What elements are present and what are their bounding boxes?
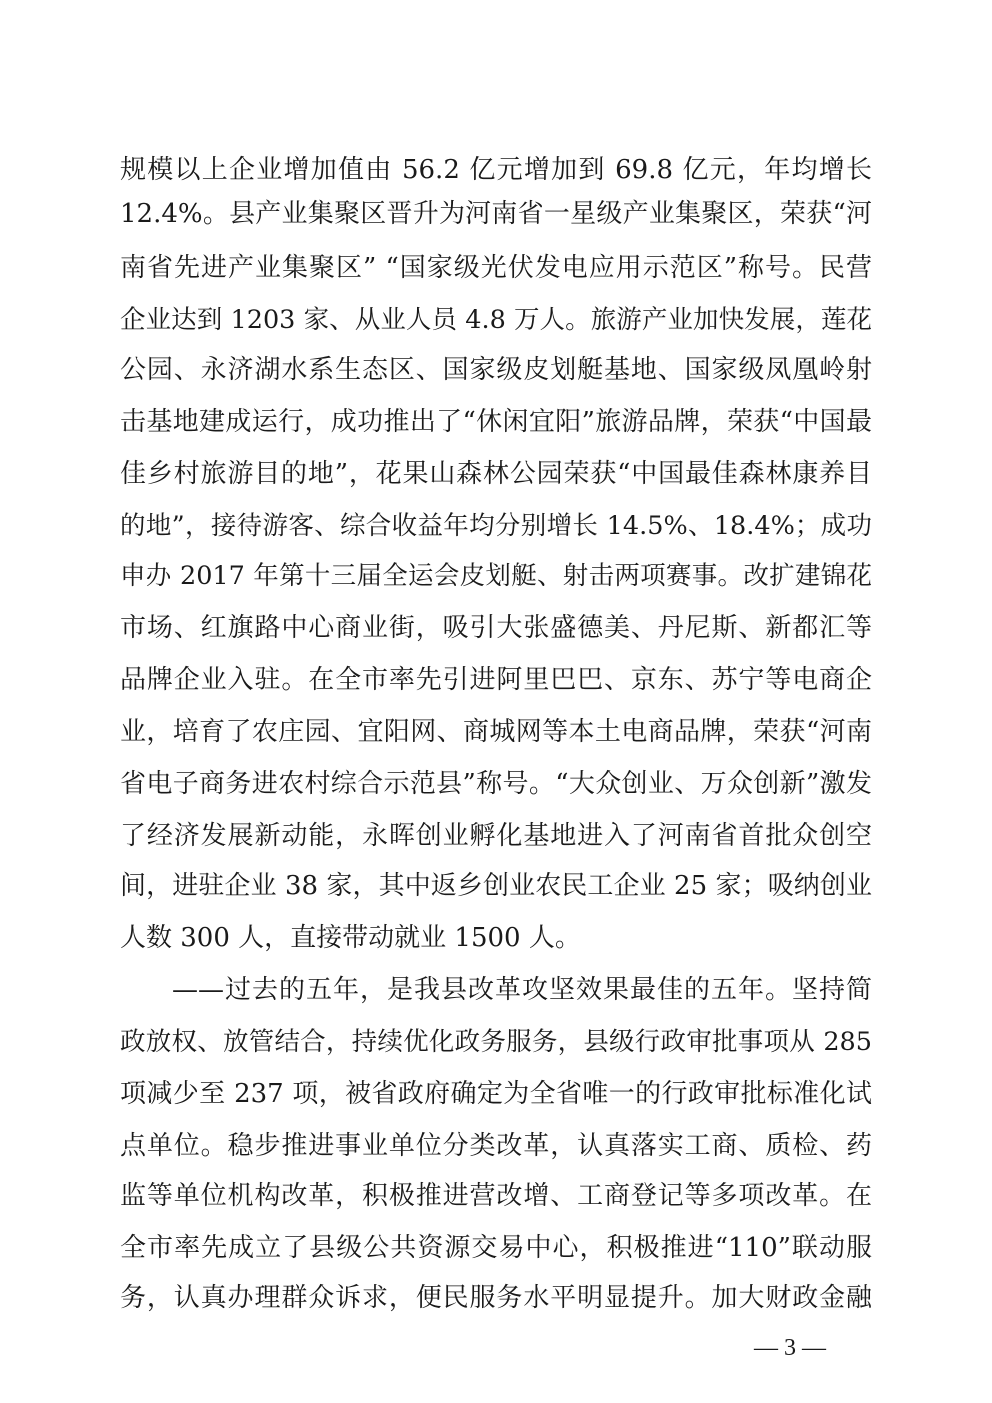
text-line: 的地”，接待游客、综合收益年均分别增长 14.5%、18.4%；成功 (120, 511, 872, 541)
paragraph-first-line: ——过去的五年，是我县改革攻坚效果最佳的五年。坚持简 (172, 975, 872, 1005)
text-line: 规模以上企业增加值由 56.2 亿元增加到 69.8 亿元，年均增长 (120, 155, 872, 185)
text-line: 全市率先成立了县级公共资源交易中心，积极推进“110”联动服 (120, 1233, 872, 1263)
text-line: 点单位。稳步推进事业单位分类改革，认真落实工商、质检、药 (120, 1131, 872, 1161)
text-line: 政放权、放管结合，持续优化政务服务，县级行政审批事项从 285 (120, 1027, 872, 1057)
text-line: 间，进驻企业 38 家，其中返乡创业农民工企业 25 家；吸纳创业 (120, 871, 872, 901)
text-line: 务，认真办理群众诉求，便民服务水平明显提升。加大财政金融 (120, 1283, 872, 1313)
text-line: 佳乡村旅游目的地”，花果山森林公园荣获“中国最佳森林康养目 (120, 459, 872, 489)
text-line: 业，培育了农庄园、宜阳网、商城网等本土电商品牌，荣获“河南 (120, 717, 872, 747)
text-line: 申办 2017 年第十三届全运会皮划艇、射击两项赛事。改扩建锦花 (120, 561, 872, 591)
text-line: 品牌企业入驻。在全市率先引进阿里巴巴、京东、苏宁等电商企 (120, 665, 872, 695)
text-line: 南省先进产业集聚区” “国家级光伏发电应用示范区”称号。民营 (120, 253, 872, 283)
text-line: 了经济发展新动能，永晖创业孵化基地进入了河南省首批众创空 (120, 821, 872, 851)
text-line: 击基地建成运行，成功推出了“休闲宜阳”旅游品牌，荣获“中国最 (120, 407, 872, 437)
page-number: — 3 — (754, 1335, 826, 1361)
text-line: 省电子商务进农村综合示范县”称号。“大众创业、万众创新”激发 (120, 769, 872, 799)
text-line: 公园、永济湖水系生态区、国家级皮划艇基地、国家级凤凰岭射 (120, 355, 872, 385)
text-line: 市场、红旗路中心商业街，吸引大张盛德美、丹尼斯、新都汇等 (120, 613, 872, 643)
text-line: 人数 300 人，直接带动就业 1500 人。 (120, 923, 581, 953)
text-line: 监等单位机构改革，积极推进营改增、工商登记等多项改革。在 (120, 1181, 872, 1211)
text-line: 企业达到 1203 家、从业人员 4.8 万人。旅游产业加快发展，莲花 (120, 305, 872, 335)
text-line: 12.4%。县产业集聚区晋升为河南省一星级产业集聚区，荣获“河 (120, 199, 872, 229)
text-line: 项减少至 237 项，被省政府确定为全省唯一的行政审批标准化试 (120, 1079, 872, 1109)
